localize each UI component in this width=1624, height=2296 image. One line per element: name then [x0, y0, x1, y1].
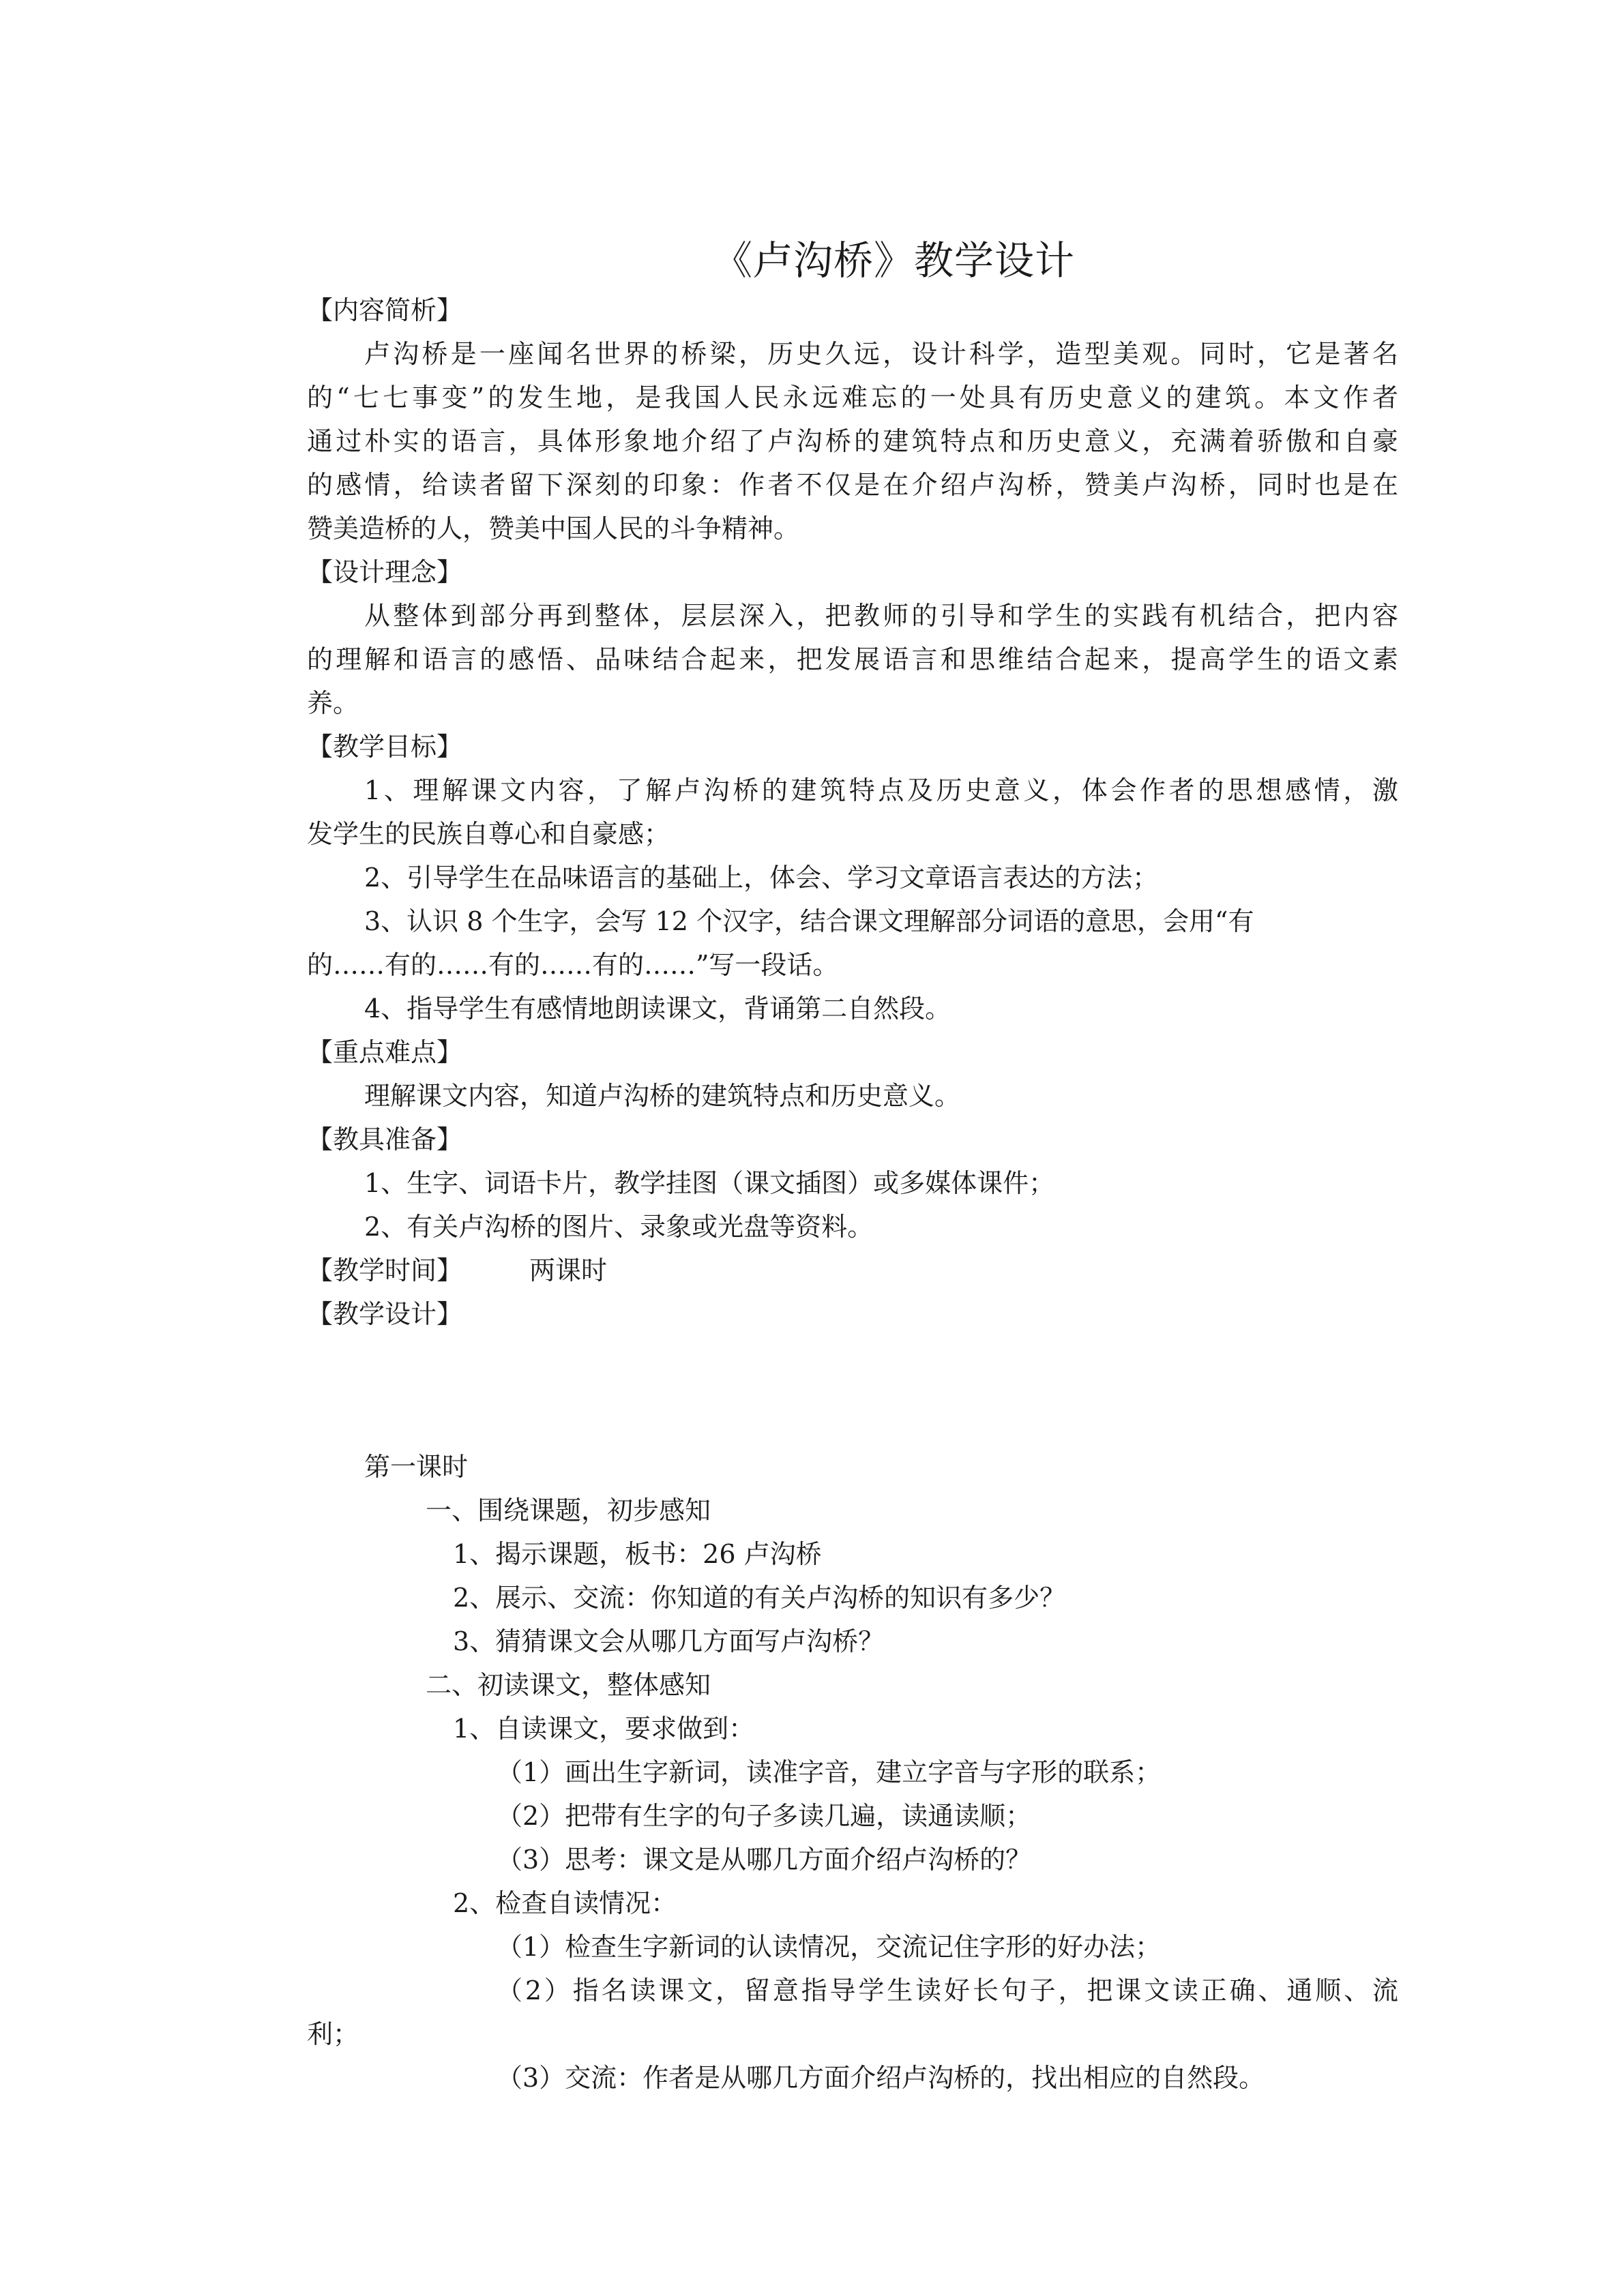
list-item: 1、揭示课题，板书：26 卢沟桥: [453, 1539, 822, 1569]
step-heading: 1、自读课文，要求做到：: [453, 1714, 755, 1744]
section-heading-teaching-time: 【教学时间】: [307, 1255, 463, 1285]
goal-line: 3、认识 8 个生字，会写 12 个汉字，结合课文理解部分词语的意思，会用“有: [364, 906, 1254, 936]
step-heading: 2、检查自读情况：: [453, 1888, 677, 1918]
goal-line: 1、理解课文内容，了解卢沟桥的建筑特点及历史意义，体会作者的思想感情，激: [364, 775, 1398, 805]
material-line: 1、生字、词语卡片，教学挂图（课文插图）或多媒体课件；: [364, 1168, 1055, 1198]
section-heading-design-concept: 【设计理念】: [307, 557, 463, 587]
section-heading-key-points: 【重点难点】: [307, 1037, 463, 1067]
paragraph-line: 卢沟桥是一座闻名世界的桥梁，历史久远，设计科学，造型美观。同时，它是著名: [364, 339, 1398, 369]
list-item: （3）交流：作者是从哪几方面介绍卢沟桥的，找出相应的自然段。: [497, 2063, 1265, 2093]
list-item: 2、展示、交流：你知道的有关卢沟桥的知识有多少？: [453, 1583, 1066, 1613]
document-title: 《卢沟桥》教学设计: [712, 237, 1075, 284]
list-item: （3）思考：课文是从哪几方面介绍卢沟桥的？: [497, 1845, 1032, 1875]
paragraph-line: 赞美造桥的人，赞美中国人民的斗争精神。: [307, 513, 800, 543]
section-teaching-time: [307, 1249, 1398, 1292]
teaching-time-value: 两课时: [529, 1255, 608, 1285]
goal-line: 发学生的民族自尊心和自豪感；: [307, 819, 670, 849]
section-heading-content-analysis: 【内容简析】: [307, 295, 463, 325]
paragraph-line: 理解课文内容，知道卢沟桥的建筑特点和历史意义。: [364, 1081, 961, 1111]
paragraph-line: 的理解和语言的感悟、品味结合起来，把发展语言和思维结合起来，提高学生的语文素: [307, 644, 1398, 674]
paragraph-line: 从整体到部分再到整体，层层深入，把教师的引导和学生的实践有机结合，把内容: [364, 601, 1398, 631]
goal-line: 4、指导学生有感情地朗读课文，背诵第二自然段。: [364, 994, 951, 1024]
material-line: 2、有关卢沟桥的图片、录象或光盘等资料。: [364, 1212, 874, 1242]
paragraph-line: 养。: [307, 688, 359, 718]
section-heading-teaching-goals: 【教学目标】: [307, 732, 463, 762]
list-item: （1）画出生字新词，读准字音，建立字音与字形的联系；: [497, 1757, 1162, 1787]
list-item: 3、猜猜课文会从哪几方面写卢沟桥？: [453, 1626, 885, 1656]
paragraph-line: 的“七七事变”的发生地，是我国人民永远难忘的一处具有历史意义的建筑。本文作者: [307, 383, 1398, 413]
section-heading-materials: 【教具准备】: [307, 1124, 463, 1154]
part-heading: 一、围绕课题，初步感知: [426, 1495, 711, 1525]
list-item: （2）指名读课文，留意指导学生读好长句子，把课文读正确、通顺、流: [497, 1976, 1398, 2006]
part-heading: 二、初读课文，整体感知: [426, 1670, 711, 1700]
section-heading-teaching-design: 【教学设计】: [307, 1299, 463, 1329]
list-item: 利；: [307, 2019, 359, 2049]
document-body: [307, 288, 1398, 2100]
spacer: [307, 1336, 1398, 1445]
list-item: （1）检查生字新词的认读情况，交流记住字形的好办法；: [497, 1932, 1162, 1962]
paragraph-line: 通过朴实的语言，具体形象地介绍了卢沟桥的建筑特点和历史意义，充满着骄傲和自豪: [307, 426, 1398, 456]
list-item: （2）把带有生字的句子多读几遍，读通读顺；: [497, 1801, 1032, 1831]
lesson-title: 第一课时: [364, 1452, 469, 1482]
paragraph-line: 的感情，给读者留下深刻的印象：作者不仅是在介绍卢沟桥，赞美卢沟桥，同时也是在: [307, 470, 1398, 500]
goal-line: 2、引导学生在品味语言的基础上，体会、学习文章语言表达的方法；: [364, 863, 1159, 893]
goal-line: 的……有的……有的……有的……”写一段话。: [307, 950, 839, 980]
